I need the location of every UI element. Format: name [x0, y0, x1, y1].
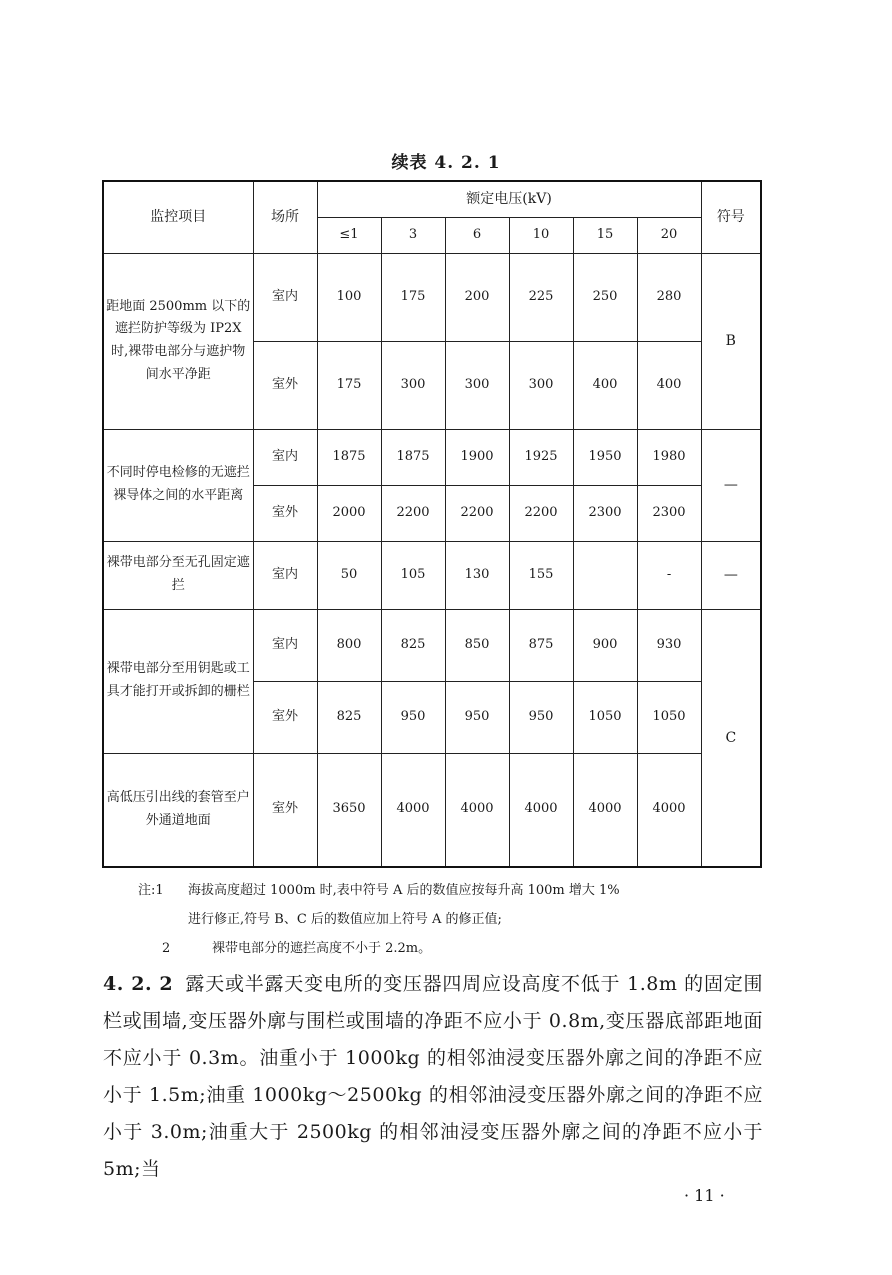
header-symbol: 符号: [701, 181, 761, 253]
value-cell: 950: [445, 681, 509, 753]
header-row: [103, 181, 761, 217]
value-cell: 130: [445, 541, 509, 609]
voltage-cell: 15: [573, 217, 637, 253]
row-place: 室外: [253, 485, 317, 541]
row-item: 高低压引出线的套管至户外通道地面: [103, 753, 253, 867]
value-cell: 4000: [445, 753, 509, 867]
value-cell: 850: [445, 609, 509, 681]
table-row: [103, 253, 761, 341]
table-notes: [138, 876, 768, 963]
value-cell: 1050: [573, 681, 637, 753]
value-cell: 900: [573, 609, 637, 681]
row-place: 室外: [253, 341, 317, 429]
value-cell: 2300: [573, 485, 637, 541]
value-cell: 1925: [509, 429, 573, 485]
value-cell: 2200: [509, 485, 573, 541]
value-cell: 300: [509, 341, 573, 429]
value-cell: 400: [573, 341, 637, 429]
value-cell: 4000: [637, 753, 701, 867]
note-2-text: 裸带电部分的遮拦高度不小于 2.2m。: [212, 941, 432, 956]
value-cell: 4000: [573, 753, 637, 867]
value-cell: 155: [509, 541, 573, 609]
row-symbol: —: [701, 429, 761, 541]
value-cell: 825: [317, 681, 381, 753]
value-cell: 930: [637, 609, 701, 681]
value-cell: 1875: [317, 429, 381, 485]
value-cell: 175: [317, 341, 381, 429]
table-row: [103, 429, 761, 485]
value-cell: 1050: [637, 681, 701, 753]
row-item: 裸带电部分至用钥匙或工具才能打开或拆卸的栅栏: [103, 609, 253, 753]
clause-number: 4. 2. 2: [103, 973, 174, 995]
value-cell: [573, 541, 637, 609]
value-cell: 1980: [637, 429, 701, 485]
header-place: 场所: [253, 181, 317, 253]
note-1-continued: 进行修正,符号 B、C 后的数值应加上符号 A 的修正值;: [188, 912, 502, 927]
row-place: 室外: [253, 681, 317, 753]
row-place: 室外: [253, 753, 317, 867]
value-cell: 825: [381, 609, 445, 681]
value-cell: 1950: [573, 429, 637, 485]
table-row: [103, 541, 761, 609]
page-number: · 11 ·: [684, 1186, 725, 1205]
value-cell: 300: [445, 341, 509, 429]
value-cell: 1900: [445, 429, 509, 485]
clause-text: 露天或半露天变电所的变压器四周应设高度不低于 1.8m 的固定围栏或围墙,变压器外廓与围栏或围墙的净距不应小于 0.8m,变压器底部距地面不应小于 0.3m。油重小于 1000kg 的相邻油浸变压器外廓之间的净距不应小于 1.5m;油重 1000kg～2500kg 的相邻油浸变压器外廓之间的净距不应小于 3.0m;油重大于 2500kg 的相邻油浸变压器外廓之间的净距不应小于 5m;当: [103, 973, 763, 1180]
header-item: 监控项目: [103, 181, 253, 253]
value-cell: 100: [317, 253, 381, 341]
row-place: 室内: [253, 253, 317, 341]
voltage-cell: 10: [509, 217, 573, 253]
value-cell: 400: [637, 341, 701, 429]
value-cell: 300: [381, 341, 445, 429]
value-cell: -: [637, 541, 701, 609]
note-1-text: 海拔高度超过 1000m 时,表中符号 A 后的数值应按每升高 100m 增大 1%: [188, 883, 620, 898]
row-place: 室内: [253, 609, 317, 681]
value-cell: 2300: [637, 485, 701, 541]
value-cell: 200: [445, 253, 509, 341]
value-cell: 175: [381, 253, 445, 341]
value-cell: 280: [637, 253, 701, 341]
voltage-cell: 20: [637, 217, 701, 253]
value-cell: 50: [317, 541, 381, 609]
row-place: 室内: [253, 429, 317, 485]
voltage-cell: 3: [381, 217, 445, 253]
value-cell: 2200: [445, 485, 509, 541]
voltage-cell: 6: [445, 217, 509, 253]
note-2-label: 2: [162, 941, 171, 956]
clearance-table: [102, 180, 762, 868]
value-cell: 3650: [317, 753, 381, 867]
voltage-cell: ≤1: [317, 217, 381, 253]
note-label: 注:1: [138, 883, 164, 898]
note-2: [138, 934, 768, 963]
value-cell: 800: [317, 609, 381, 681]
value-cell: 4000: [381, 753, 445, 867]
row-place: 室内: [253, 541, 317, 609]
row-symbol: B: [701, 253, 761, 429]
row-item: 不同时停电检修的无遮拦裸导体之间的水平距离: [103, 429, 253, 541]
table-row: [103, 609, 761, 681]
value-cell: 875: [509, 609, 573, 681]
value-cell: 950: [509, 681, 573, 753]
value-cell: 4000: [509, 753, 573, 867]
value-cell: 950: [381, 681, 445, 753]
value-cell: 225: [509, 253, 573, 341]
row-symbol: —: [701, 541, 761, 609]
header-voltage: 额定电压(kV): [317, 181, 701, 217]
value-cell: 105: [381, 541, 445, 609]
value-cell: 2200: [381, 485, 445, 541]
row-symbol: C: [701, 609, 761, 867]
value-cell: 250: [573, 253, 637, 341]
clause-paragraph: [103, 966, 763, 1188]
table-row: [103, 753, 761, 867]
value-cell: 2000: [317, 485, 381, 541]
row-item: 距地面 2500mm 以下的遮拦防护等级为 IP2X 时,裸带电部分与遮护物间水平净距: [103, 253, 253, 429]
table-title: 续表 4. 2. 1: [391, 153, 501, 173]
row-item: 裸带电部分至无孔固定遮拦: [103, 541, 253, 609]
value-cell: 1875: [381, 429, 445, 485]
note-1: [138, 876, 768, 905]
